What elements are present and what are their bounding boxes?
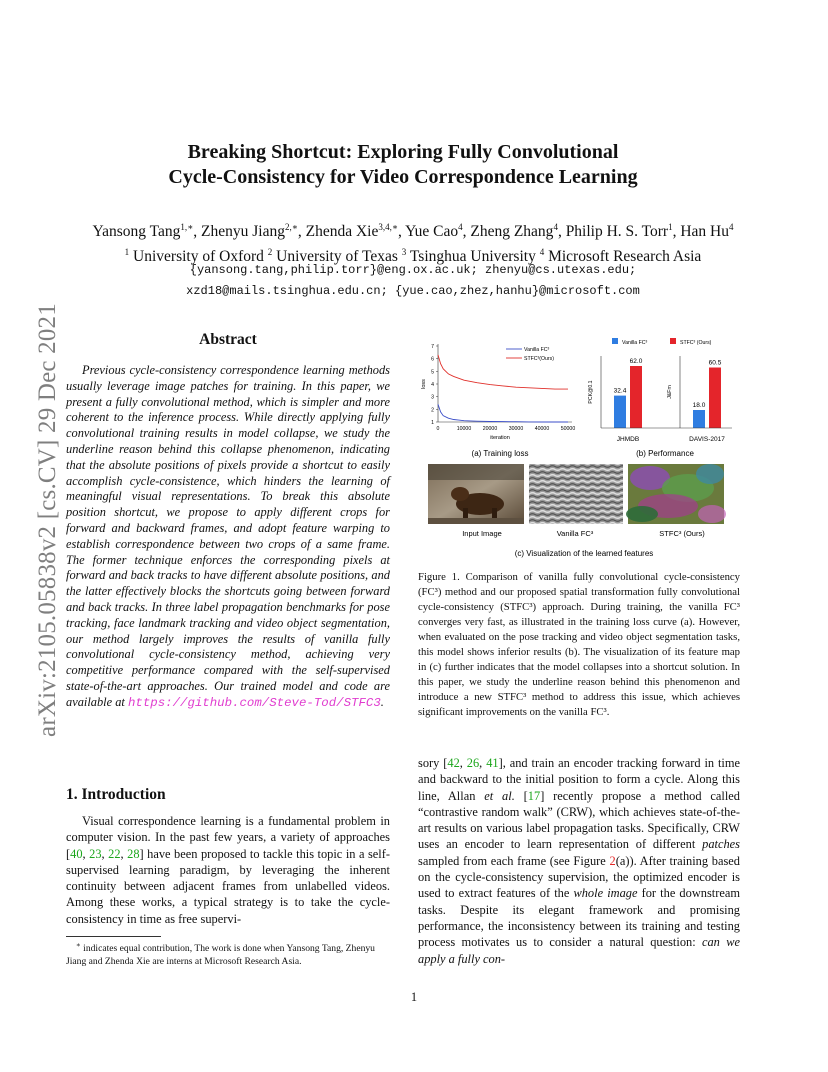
abstract-text: Previous cycle-consistency correspondence learning methods usually leverage image patches for training. In this paper, we present a fully convolutional method, which is simpler and more coherent to the inference process. While directly applying fully convolutional training results in model collapse, we study the underline reason behind this collapse phenomenon, indicating that the absolute positions of pixels provide a shortcut to easily accomplish cycle-consistence, which hinders the learning of meaningful visual representations. To break this absolute position shortcut, we propose to apply different crops for forward and backward frames, and adopt feature warping to establish correspondence between two crops of a same frame. The former technique enforces the corresponding pixels at forward and back tracks to have different absolute positions, and the latter effectively blocks the shortcuts going between forward and back tracks. In three label propagation benchmarks for pose tracking, face landmark tracking and video object segmentation, our method largely improves the results of vanilla fully convolutional cycle-consistency method, achieving very competitive performance compared with the self-supervised state-of-the-art approaches. Our trained model and code are available at bbox=[66, 363, 390, 709]
perf-chart bbox=[588, 338, 732, 458]
viz-label-vanilla: Vanilla FC³ bbox=[556, 529, 594, 538]
title-line-1: Breaking Shortcut: Exploring Fully Convolutional bbox=[187, 141, 619, 163]
title-line-2: Cycle-Consistency for Video Correspondence Learning bbox=[168, 166, 638, 188]
rtext-7: for the downstream tasks. Despite its elegant framework and promising performance, the inconsistency between its training and testing process motivates us to consider a natural question: bbox=[418, 886, 740, 950]
author-affiliation-mark: 1 bbox=[668, 222, 673, 232]
paper-title bbox=[100, 140, 706, 190]
legend-vanilla: Vanilla FC³ bbox=[524, 347, 550, 353]
loss-legend bbox=[506, 347, 554, 362]
rtext-6: (a)). After training based on the cycle-consistency supervision, the optimized encoder is used to extract features of the bbox=[418, 853, 740, 901]
loss-x-ticks bbox=[437, 426, 576, 432]
vanilla-feature-panel bbox=[529, 464, 623, 524]
caption-text: Figure 1. Comparison of vanilla fully convolutional cycle-consistency (FC³) method and our proposed spatial transformation fully convolutional cycle-consistency (STFC³) approach. During training, the vanilla FC³ converges very fast, as illustrated in the training loss curve (a). However, when evaluated on the pose tracking and video object segmentation tasks, this model shows inferior results (b). The visualization of its feature map in (c) further indicates that the model collapses into a shortcut solution. In this paper, we study the underline reason behind this phenomenon and introduce a new STFC³ method to address this issue, which achieves significant improvements on the vanilla FC³. bbox=[418, 571, 740, 718]
arxiv-id: arXiv:2105.05838v2 [cs.CV] 29 Dec 2021 bbox=[34, 303, 61, 737]
citation-link[interactable]: 17 bbox=[527, 788, 541, 803]
emails-line-2: xzd18@mails.tsinghua.edu.cn; {yue.cao,zhez,hanhu}@microsoft.com bbox=[186, 284, 640, 298]
author-name: Zheng Zhang bbox=[470, 223, 554, 241]
perf-bar bbox=[630, 366, 642, 428]
rtext-3: [ bbox=[514, 788, 528, 803]
emails-line-1: {yansong.tang,philip.torr}@eng.ox.ac.uk; zhenyu@cs.utexas.edu; bbox=[189, 263, 637, 277]
figure-1 bbox=[420, 336, 750, 564]
loss-line-vanilla bbox=[438, 404, 568, 422]
loss-y-tick-label: 1 bbox=[431, 420, 434, 426]
rtext-1: sory [ bbox=[418, 756, 448, 770]
author-name: Zhenda Xie bbox=[305, 223, 379, 241]
affiliation-name: Microsoft Research Asia bbox=[548, 248, 702, 266]
perf-bar bbox=[709, 368, 721, 429]
intro-text-2: ] have been proposed to tackle this topic in a self-supervised learning paradigm, by leveraging the inherent continuity between adjacent frames from unlabelled videos. Among these works, a typical strategy is to take the cycle-consistency in time as free supervi- bbox=[66, 846, 390, 926]
author-name: Philip H. S. Torr bbox=[565, 223, 669, 241]
rtext-5: sampled from each frame (see Figure bbox=[418, 853, 610, 868]
perf-subcaption: (b) Performance bbox=[636, 449, 694, 458]
loss-x-tick-label: 50000 bbox=[560, 426, 576, 432]
citation-link[interactable]: 42 bbox=[447, 756, 460, 770]
loss-subcaption: (a) Training loss bbox=[471, 449, 529, 458]
arxiv-sidebar bbox=[32, 285, 64, 755]
loss-y-tick-label: 4 bbox=[431, 382, 434, 388]
loss-y-label: loss bbox=[421, 379, 427, 389]
loss-y-tick-label: 3 bbox=[431, 394, 434, 401]
perf-bars bbox=[601, 358, 732, 443]
code-link[interactable]: https://github.com/Steve-Tod/STFC3 bbox=[127, 695, 381, 710]
loss-x-tick-label: 40000 bbox=[534, 426, 550, 432]
footnote bbox=[66, 939, 390, 968]
perf-bar-value: 60.5 bbox=[708, 359, 722, 367]
citation-link[interactable]: 23 bbox=[89, 846, 102, 861]
author-name: Yansong Tang bbox=[92, 223, 181, 241]
affiliation-name: Tsinghua University bbox=[409, 248, 536, 266]
author-affiliation-mark: 4 bbox=[458, 222, 463, 232]
perf-bar bbox=[693, 410, 705, 428]
author-name: Yue Cao bbox=[405, 223, 459, 241]
email-block bbox=[60, 260, 766, 302]
intro-heading: 1. Introduction bbox=[66, 786, 166, 803]
author-affiliation-mark: 2,∗ bbox=[284, 222, 298, 232]
whole-image-italic: whole image bbox=[573, 886, 638, 901]
citation-link[interactable]: 41 bbox=[486, 756, 499, 770]
author-affiliation-mark: 3,4,∗ bbox=[378, 222, 398, 232]
figure-ref-link[interactable]: 2 bbox=[609, 853, 616, 868]
intro-body: Visual correspondence learning is a fundamental problem in computer vision. In the past few years, a variety of approaches [40, 23, 22, 28] have been proposed to tackle this topic in a self-supervised learning paradigm, by leveraging the inherent continuity between adjacent frames from unlabelled videos. Among these works, a typical strategy is to take the cycle-consistency in time as free supervi- bbox=[66, 814, 390, 926]
affiliation-number: 1 bbox=[124, 247, 130, 258]
perf-legend-stfc: STFC³ (Ours) bbox=[680, 340, 712, 346]
loss-y-tick-label: 2 bbox=[431, 407, 434, 414]
patches-italic: patches bbox=[702, 837, 740, 852]
affiliation-number: 4 bbox=[539, 247, 545, 258]
right-column-text: sory [42, 26, 41], and train an encoder tracking forward in time and backward to the initial position to form a cycle. Along this line, Allan et al. [17] recently propose a method called “contrastive random walk” (CRW), which achieves state-of-the-art results on various label propagation tasks. Specifically, CRW uses an encoder to learn representation of different patches sampled from each frame (see Figure 2(a)). After training based on the cycle-consistency supervision, the optimized encoder is used to extract features of the whole image for the downstream tasks. Despite its elegant framework and promising performance, the inconsistency between its training and testing process motivates us to consider a natural question: can we apply a fully con- bbox=[418, 756, 741, 966]
citation-link[interactable]: 28 bbox=[127, 846, 140, 861]
intro-text-1: Visual correspondence learning is a fundamental problem in computer vision. In the past few years, a variety of approaches [ bbox=[66, 814, 390, 861]
affiliation-number: 3 bbox=[401, 247, 407, 258]
figure-caption bbox=[418, 570, 740, 720]
loss-y-tick-label: 6 bbox=[431, 356, 434, 363]
question-italic: can we apply a fully con- bbox=[418, 935, 740, 966]
citation-link[interactable]: 26 bbox=[466, 756, 480, 770]
author-names: Yansong Tang$^{1,∗}$, Zhenyu Jiang$^{2,∗}$, Zhenda Xie$^{3,4,∗}$, Yue Cao$^4$, Zheng Zhang$^4$, Philip H. S. Torr$^1$, Han Hu$^4$ bbox=[92, 222, 734, 241]
affiliation-number: 2 bbox=[267, 247, 273, 258]
affiliation-name: University of Oxford bbox=[133, 248, 264, 266]
viz-subcaption: (c) Visualization of the learned features bbox=[514, 549, 654, 558]
author-name: Zhenyu Jiang bbox=[201, 223, 285, 241]
viz-panels bbox=[428, 464, 726, 558]
perf-bar bbox=[614, 396, 626, 428]
etal: et al. bbox=[484, 788, 515, 803]
rtext-4: ] recently propose a method called “contrastive random walk” (CRW), which achieves state-of-the-art results on various label propagation tasks. Specifically, CRW uses an encoder to learn representation of different bbox=[418, 788, 740, 852]
loss-y-tick-label: 5 bbox=[431, 369, 434, 376]
abstract-body bbox=[66, 363, 390, 712]
loss-x-tick-label: 30000 bbox=[508, 426, 524, 432]
loss-x-tick-label: 0 bbox=[436, 426, 440, 432]
footnote-mark: ∗ bbox=[76, 941, 81, 949]
affiliation-name: University of Texas bbox=[276, 248, 398, 266]
viz-label-stfc: STFC³ (Ours) bbox=[659, 529, 705, 538]
perf-bar-value: 18.0 bbox=[692, 402, 706, 409]
abstract-end: . bbox=[380, 694, 384, 709]
viz-label-input: Input Image bbox=[462, 529, 502, 538]
page-number: 1 bbox=[410, 990, 418, 1004]
footnote-rule bbox=[66, 936, 161, 937]
author-affiliation-mark: 4 bbox=[553, 222, 558, 232]
perf-category-label: DAVIS-2017 bbox=[689, 436, 725, 443]
author-affiliation-mark: 4 bbox=[729, 222, 734, 232]
loss-chart bbox=[421, 344, 575, 458]
stfc-feature-panel bbox=[626, 464, 726, 524]
citation-link[interactable]: 22 bbox=[108, 846, 121, 861]
loss-y-tick-label: 7 bbox=[431, 344, 434, 350]
perf-category-label: JHMDB bbox=[616, 436, 640, 443]
loss-x-tick-label: 20000 bbox=[482, 426, 498, 432]
abstract-heading: Abstract bbox=[199, 331, 257, 348]
rtext-2: ], and train an encoder tracking forward in time and backward to the initial position to form a cycle. Along this line, Allan bbox=[418, 756, 741, 803]
author-affiliation-mark: 1,∗ bbox=[180, 222, 194, 232]
perf-ylabel-davis: J&Fm bbox=[667, 385, 673, 399]
input-image-panel bbox=[428, 464, 524, 524]
perf-legend-vanilla: Vanilla FC³ bbox=[622, 340, 648, 346]
legend-stfc: STFC³(Ours) bbox=[524, 356, 554, 362]
perf-bar-value: 62.0 bbox=[629, 358, 643, 365]
footnote-text: indicates equal contribution, The work is done when Yansong Tang, Zhenyu Jiang and Zhenda Xie are interns at Microsoft Research Asia. bbox=[66, 943, 375, 967]
loss-x-tick-label: 10000 bbox=[456, 426, 472, 432]
citation-link[interactable]: 40 bbox=[70, 846, 83, 861]
loss-y-ticks bbox=[431, 344, 438, 426]
author-name: Han Hu bbox=[680, 223, 730, 241]
loss-x-label: iteration bbox=[490, 435, 510, 441]
perf-bar-value: 32.4 bbox=[613, 387, 627, 395]
perf-ylabel-jhmdb: PCK@0.1 bbox=[588, 380, 594, 404]
